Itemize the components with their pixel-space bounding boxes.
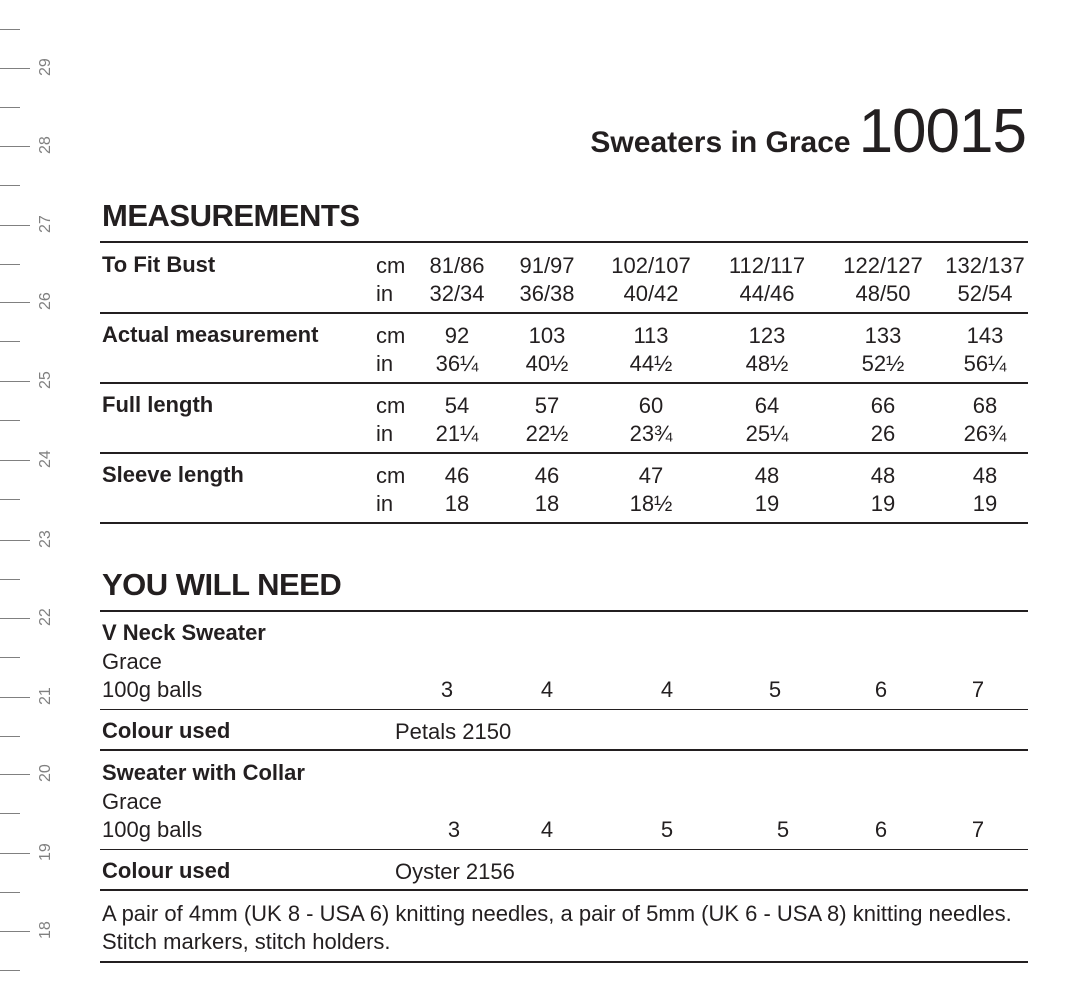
unit-cm: cm [376, 393, 406, 418]
measurement-value-in: 23¾ [629, 421, 673, 446]
ruler-label: 25 [37, 371, 54, 389]
ruler-label: 19 [37, 843, 54, 861]
measurement-value-cm: 123 [748, 323, 786, 348]
ruler-tick-minor [0, 499, 20, 500]
ruler-label: 18 [37, 921, 54, 939]
ruler-tick-minor [0, 579, 20, 580]
ruler-tick-major [0, 697, 30, 698]
ruler-label: 21 [37, 687, 54, 705]
measurement-value-cm: 91/97 [519, 253, 575, 278]
measurement-value-in: 44½ [629, 351, 673, 376]
colour-label: Colour used [102, 718, 231, 743]
ruler-tick-minor [0, 107, 20, 108]
ruler-tick-major [0, 774, 30, 775]
ruler-label: 20 [37, 764, 54, 782]
measurement-value-in: 18½ [629, 491, 673, 516]
measurement-value-in: 36¼ [435, 351, 479, 376]
measurement-label: Actual measurement [102, 322, 319, 347]
ruler [0, 0, 60, 986]
pattern-number: 10015 [858, 97, 1026, 166]
measurement-value-cm: 143 [966, 323, 1004, 348]
ruler-label: 22 [37, 608, 54, 626]
divider [100, 961, 1028, 963]
ball-count: 5 [660, 817, 674, 842]
measurement-label: Sleeve length [102, 462, 244, 487]
ruler-tick-minor [0, 341, 20, 342]
ruler-tick-major [0, 225, 30, 226]
ruler-tick-major [0, 302, 30, 303]
balls-label: 100g balls [102, 817, 203, 842]
section-title: V Neck Sweater [102, 620, 266, 645]
title-text: Sweaters in Grace [590, 126, 851, 159]
measurement-value-cm: 48 [870, 463, 896, 488]
measurement-value-cm: 92 [444, 323, 470, 348]
ruler-tick-minor [0, 736, 20, 737]
ball-count: 5 [768, 677, 782, 702]
unit-in: in [376, 421, 394, 446]
yarn-name: Grace [102, 789, 162, 814]
unit-cm: cm [376, 463, 406, 488]
divider [100, 522, 1028, 524]
ball-count: 6 [874, 677, 888, 702]
measurement-value-cm: 57 [534, 393, 560, 418]
ball-count: 3 [440, 677, 454, 702]
ruler-tick-minor [0, 185, 20, 186]
measurement-value-in: 26 [870, 421, 896, 446]
ruler-label: 24 [37, 450, 54, 468]
measurement-value-cm: 47 [638, 463, 664, 488]
measurement-value-in: 18 [534, 491, 560, 516]
ruler-tick-major [0, 618, 30, 619]
ruler-tick-major [0, 146, 30, 147]
divider [100, 610, 1028, 612]
measurement-value-in: 18 [444, 491, 470, 516]
measurement-value-cm: 46 [444, 463, 470, 488]
notes-text: A pair of 4mm (UK 8 - USA 6) knitting needles, a pair of 5mm (UK 6 - USA 8) knitting needles. Stitch markers, stitch holders. [102, 901, 1012, 954]
measurement-value-in: 32/34 [429, 281, 485, 306]
ruler-label: 26 [37, 292, 54, 310]
measurement-value-in: 19 [972, 491, 998, 516]
measurement-value-cm: 132/137 [945, 253, 1025, 278]
unit-cm: cm [376, 253, 406, 278]
measurement-value-cm: 48 [972, 463, 998, 488]
ball-count: 7 [971, 817, 985, 842]
ruler-tick-major [0, 460, 30, 461]
measurement-value-cm: 64 [754, 393, 780, 418]
measurement-value-cm: 66 [870, 393, 896, 418]
ball-count: 6 [874, 817, 888, 842]
divider [100, 709, 1028, 710]
divider [100, 241, 1028, 243]
measurement-value-in: 21¼ [435, 421, 479, 446]
ball-count: 4 [540, 677, 554, 702]
measurement-label: Full length [102, 392, 214, 417]
measurement-value-cm: 113 [633, 323, 669, 348]
colour-value: Oyster 2156 [395, 859, 515, 884]
divider [100, 889, 1028, 891]
measurement-value-cm: 122/127 [843, 253, 923, 278]
ruler-label: 27 [37, 215, 54, 233]
measurement-value-in: 19 [754, 491, 780, 516]
ruler-tick-minor [0, 813, 20, 814]
page-title [590, 96, 1026, 167]
measurement-value-cm: 133 [864, 323, 902, 348]
measurement-value-in: 40½ [525, 351, 569, 376]
measurement-value-cm: 46 [534, 463, 560, 488]
unit-in: in [376, 491, 394, 516]
measurement-value-cm: 81/86 [429, 253, 485, 278]
ruler-tick-major [0, 68, 30, 69]
divider [100, 849, 1028, 850]
ruler-label: 23 [37, 530, 54, 548]
measurement-value-in: 48/50 [855, 281, 911, 306]
measurement-value-cm: 112/117 [728, 253, 806, 278]
unit-cm: cm [376, 323, 406, 348]
ruler-tick-major [0, 381, 30, 382]
measurement-value-in: 48½ [745, 351, 789, 376]
unit-in: in [376, 351, 394, 376]
balls-label: 100g balls [102, 677, 203, 702]
measurement-label: To Fit Bust [102, 252, 216, 277]
measurement-value-cm: 68 [972, 393, 998, 418]
measurement-value-in: 25¼ [745, 421, 789, 446]
ruler-tick-minor [0, 264, 20, 265]
ruler-tick-minor [0, 657, 20, 658]
ruler-label: 29 [37, 58, 54, 76]
measurement-value-cm: 103 [528, 323, 566, 348]
ruler-tick-minor [0, 29, 20, 30]
you-will-need-heading: YOU WILL NEED [102, 567, 342, 602]
ruler-tick-minor [0, 892, 20, 893]
measurement-value-in: 22½ [525, 421, 569, 446]
unit-in: in [376, 281, 394, 306]
measurement-value-cm: 102/107 [611, 253, 691, 278]
yarn-name: Grace [102, 649, 162, 674]
ball-count: 4 [540, 817, 554, 842]
measurement-value-in: 36/38 [519, 281, 575, 306]
ball-count: 7 [971, 677, 985, 702]
measurement-value-in: 26¾ [963, 421, 1007, 446]
measurement-value-in: 52/54 [957, 281, 1013, 306]
measurement-value-in: 44/46 [739, 281, 795, 306]
ball-count: 3 [447, 817, 461, 842]
section-title: Sweater with Collar [102, 760, 305, 785]
measurement-value-in: 40/42 [623, 281, 679, 306]
ruler-tick-major [0, 540, 30, 541]
ruler-tick-minor [0, 420, 20, 421]
ruler-label: 28 [37, 136, 54, 154]
divider [100, 749, 1028, 751]
measurement-value-cm: 54 [444, 393, 470, 418]
colour-label: Colour used [102, 858, 231, 883]
ball-count: 5 [776, 817, 790, 842]
measurements-heading: MEASUREMENTS [102, 198, 360, 233]
measurement-value-cm: 60 [638, 393, 664, 418]
ruler-tick-major [0, 931, 30, 932]
divider [100, 312, 1028, 314]
measurement-value-in: 52½ [861, 351, 905, 376]
ruler-tick-minor [0, 970, 20, 971]
ruler-tick-major [0, 853, 30, 854]
measurement-value-in: 56¼ [963, 351, 1007, 376]
divider [100, 452, 1028, 454]
colour-value: Petals 2150 [395, 719, 512, 744]
ball-count: 4 [660, 677, 674, 702]
measurement-value-cm: 48 [754, 463, 780, 488]
measurement-value-in: 19 [870, 491, 896, 516]
divider [100, 382, 1028, 384]
